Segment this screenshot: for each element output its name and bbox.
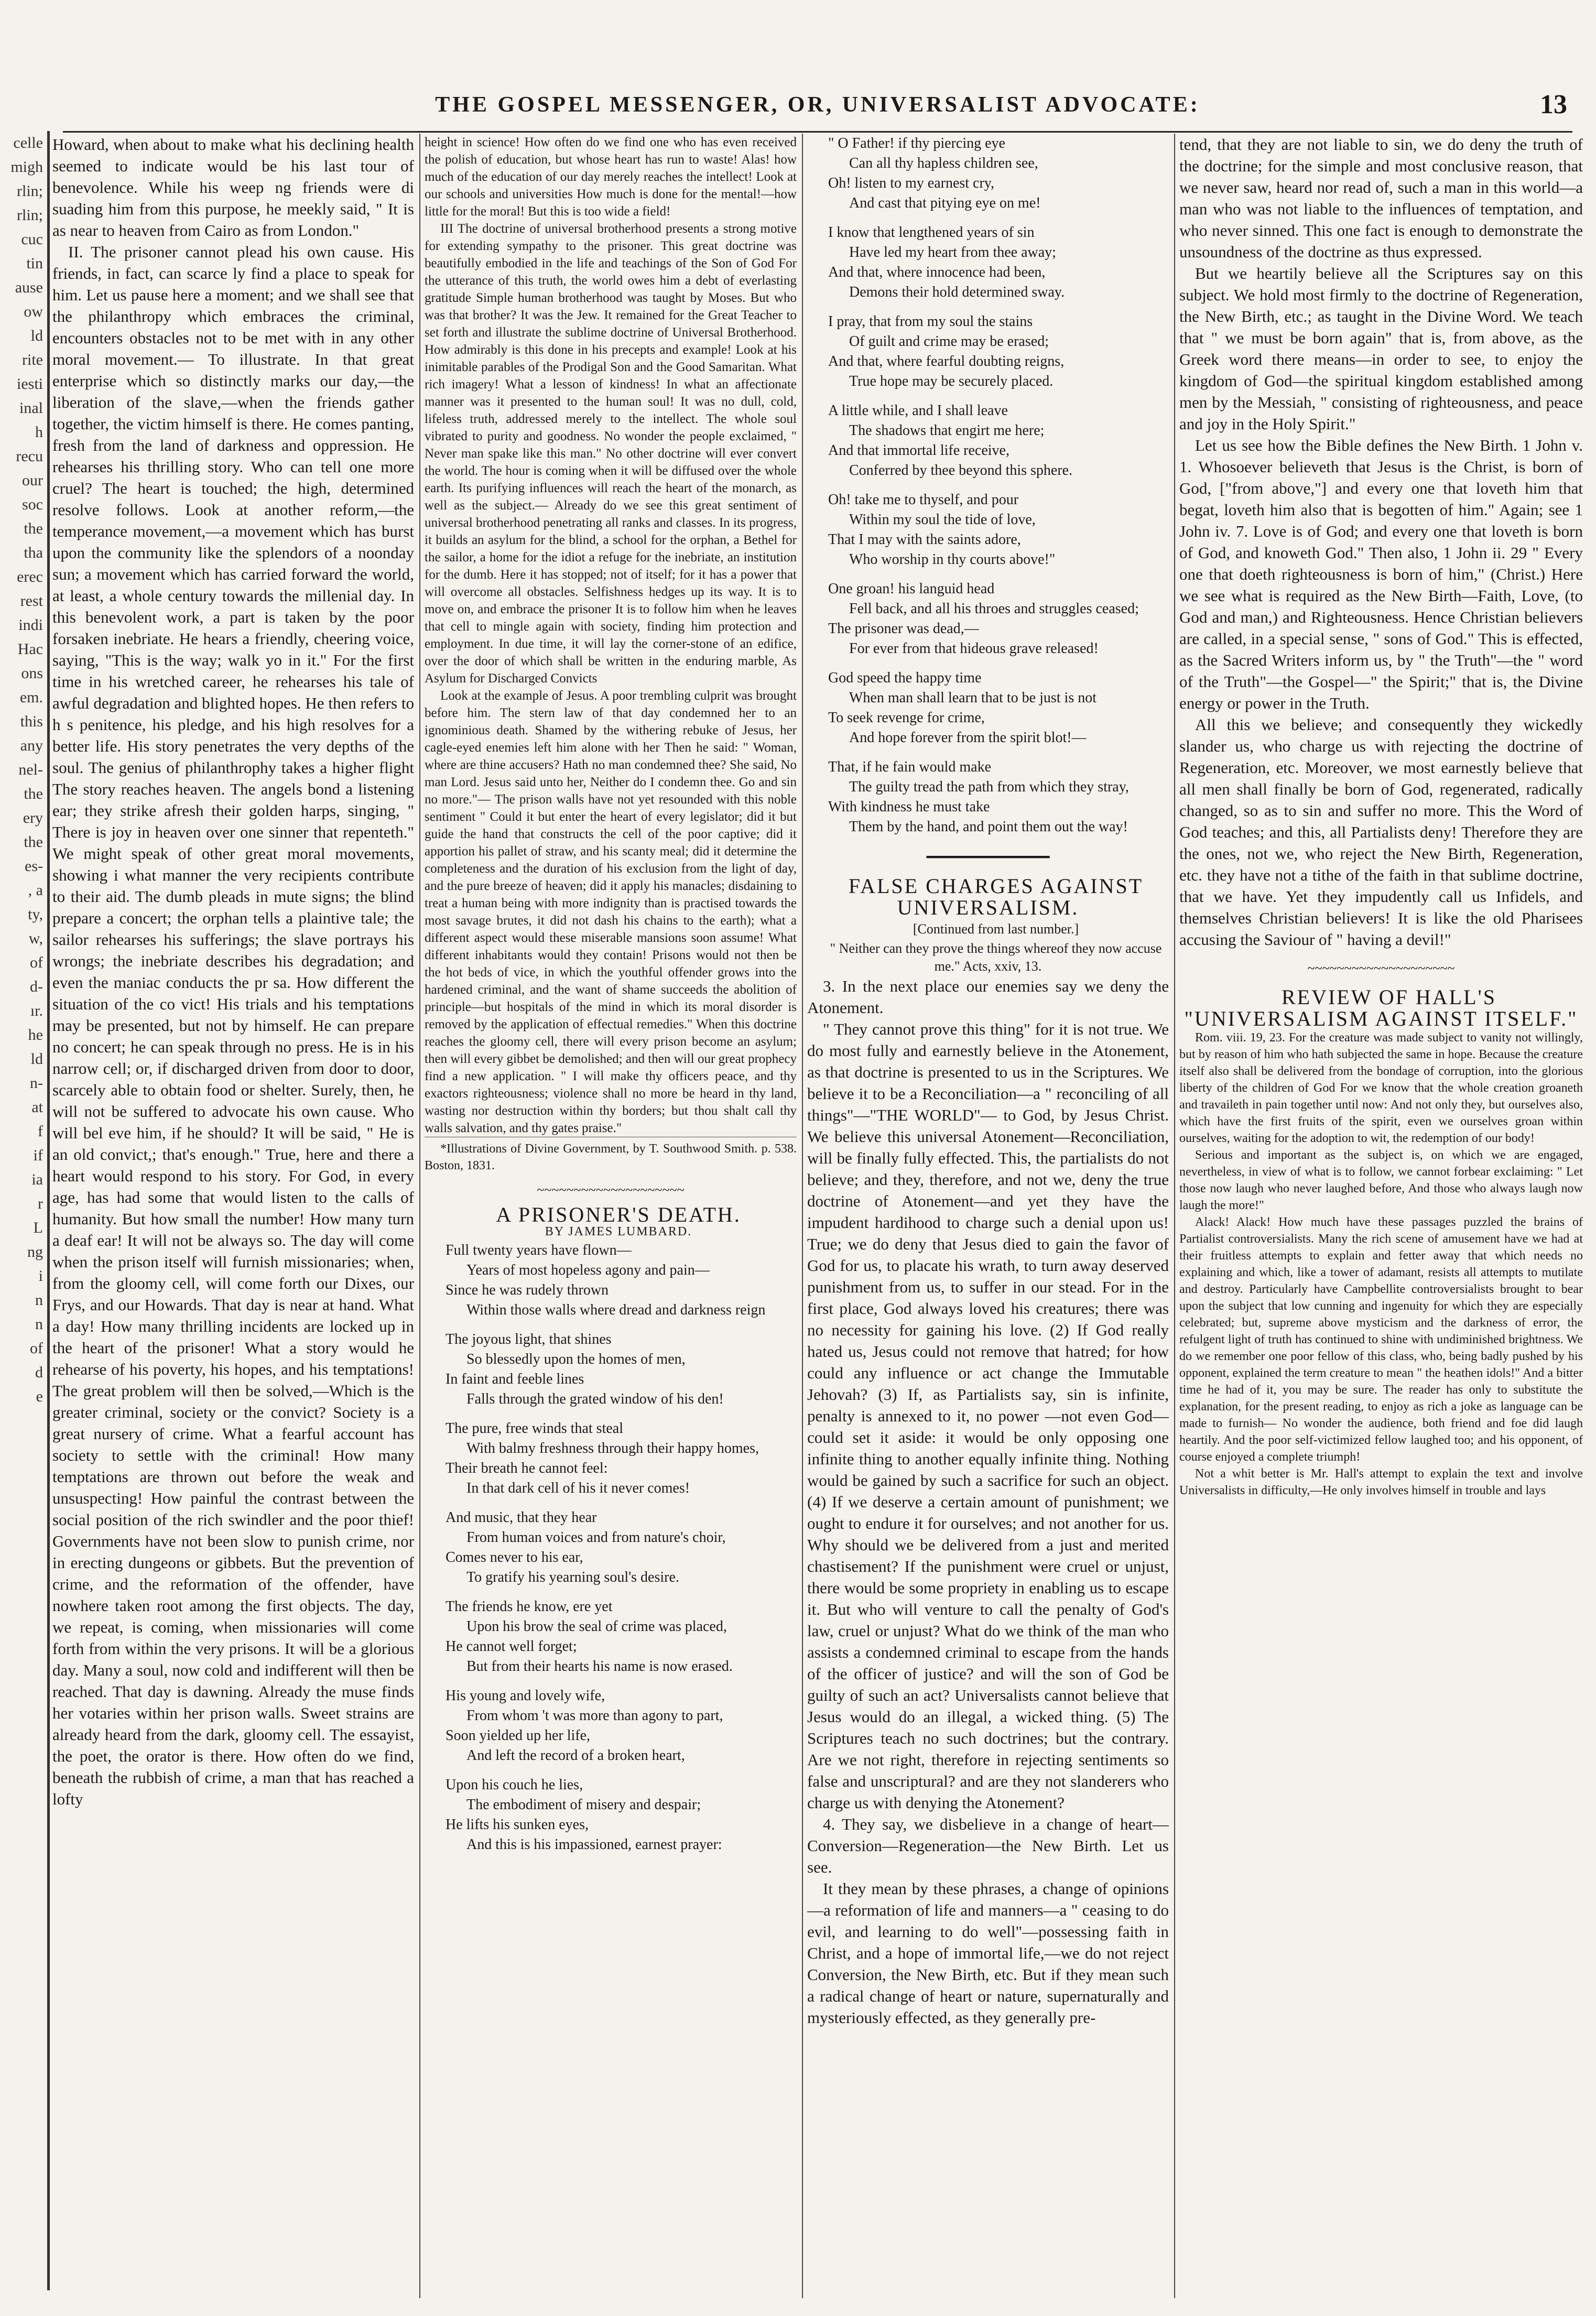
poem-line: And that, where innocence had been, bbox=[828, 264, 1046, 280]
section-divider: ~~~~~~~~~~~~~~~~~~~~ bbox=[537, 1182, 685, 1198]
epigraph: Rom. viii. 19, 23. For the creature was made subject to vanity not willingly, but by reason of him who hath subjected the same in hope. Because the creature itself also shall be delivered from the bondage of corruption, into the glorious liberty of the children of God For we know that the whole creation groaneth and travaileth in pain together until now: And not only they, but ourselves also, which have the first fruits of the spirit, even we ourselves groan within ourselves, waiting for the adoption to wit, the redemption of our body! bbox=[1179, 1031, 1583, 1145]
edge-fragment: d- bbox=[30, 978, 43, 995]
edge-fragment: our bbox=[22, 472, 43, 489]
poem-line: He lifts his sunken eyes, bbox=[446, 1817, 589, 1833]
edge-fragment: rest bbox=[20, 592, 43, 610]
poem-stanza bbox=[807, 579, 1169, 659]
edge-fragment: erec bbox=[17, 568, 43, 585]
edge-fragment: iesti bbox=[17, 375, 43, 393]
edge-fragment: Hac bbox=[17, 640, 43, 658]
body-paragraph: Let us see how the Bible defines the New Birth. 1 John v. 1. Whosoever believeth that Jesus is the Christ, is born of God, ["from above,"] and every one that loveth him that begat, loveth him also that is begotten of him." Again; see 1 John iv. 7. Love is of God; and every one that loveth is born of God, and knoweth God." Then also, 1 John ii. 29 " Every one that doeth righteousness is born of him," (Christ.) Here we see what is required as the New Birth—Faith, Love, (to God and man,) and Righteousness. Hence Christian believers are called, in a special sense, " sons of God." This is effected, as the Sacred Writers inform us, by " the Truth"—the " word of the Truth"—the Gospel—" the Spirit;" that is, the Divine energy or power in the Truth. bbox=[1179, 436, 1583, 712]
poem-stanza bbox=[807, 757, 1169, 837]
edge-fragment: f bbox=[38, 1123, 43, 1140]
section-divider: ━━━━━━━━━━━━━━━ bbox=[926, 850, 1050, 865]
edge-fragment: i bbox=[38, 1267, 43, 1285]
body-paragraph: 4. They say, we disbelieve in a change of heart—Conversion—Regeneration—the New Birth. Let us see. bbox=[807, 1815, 1169, 1876]
poem-line: And this is his impassioned, earnest prayer: bbox=[466, 1836, 722, 1853]
poem-line: That, if he fain would make bbox=[828, 759, 992, 775]
poem-line: But from their hearts his name is now erased. bbox=[466, 1658, 733, 1675]
edge-fragment: ld bbox=[30, 1050, 43, 1068]
edge-fragment: celle bbox=[13, 134, 43, 151]
edge-fragment: indi bbox=[18, 616, 43, 634]
poem-line: That I may with the saints adore, bbox=[828, 531, 1021, 548]
body-paragraph: Look at the example of Jesus. A poor trembling culprit was brought before him. The stern law of that day condemned her to an ignominious death. Shamed by the withering rebuke of Jesus, her cagle-eyed enemies left him alone with her Then he said: " Woman, where are thine accusers? Hath no man condemned thee? She said, No man Lord. Jesus said unto her, Neither do I condemn thee. Go and sin no more."— The prison walls have not yet resounded with this noble sentiment " Could it but enter the heart of every legislator; did it but guide the hand that constructs the cell of the poor captive; did it apportion his pallet of straw, and his scanty meal; did it determine the completeness and the duration of his exclusion from the light of day, and the pure breeze of heaven; did it apply his manacles; disdaining to treat a human being with more indignity than is practised towards the most savage brutes, it did not dash his chains to the earth); what a different aspect would these miserable mansions soon assume! What different inhabitants would they contain! Prisons would not then be the hot beds of vice, in which the youthful offender grows into the hardened criminal, and the want of shame succeeds the abolition of principle—but hospitals of the mind in which its moral disorder is removed by the application of effectual remedies." When this doctrine reaches the gloomy cell, there will every prison become an asylum; then will every gibbet be demolished; and then will our great prophecy find a new application. " I will make thy officers peace, and thy exactors righteousness; violence shall no more be heard in thy land, wasting nor destruction within thy borders; but thou shalt call thy walls salvation, and thy gates praise." bbox=[425, 689, 797, 1135]
poem-stanza bbox=[807, 401, 1169, 481]
edge-fragment: soc bbox=[22, 496, 43, 513]
poem-line: Within my soul the tide of love, bbox=[849, 512, 1036, 528]
poem-line: Who worship in thy courts above!" bbox=[849, 551, 1056, 568]
poem-line: Oh! take me to thyself, and pour bbox=[828, 492, 1019, 508]
poem-line: Comes never to his ear, bbox=[446, 1549, 583, 1565]
edge-fragment: rlin; bbox=[17, 206, 43, 224]
column-4 bbox=[1179, 134, 1583, 2298]
edge-fragment: of bbox=[30, 1340, 43, 1357]
poem-line: A little while, and I shall leave bbox=[828, 403, 1008, 419]
poem-line: And hope forever from the spirit blot!— bbox=[849, 730, 1087, 746]
edge-fragment: ia bbox=[31, 1171, 43, 1188]
poem-line: Upon his couch he lies, bbox=[446, 1777, 583, 1793]
footnote: *Illustrations of Divine Government, by T. Southwood Smith. p. 538. Boston, 1831. bbox=[425, 1137, 797, 1174]
poem-line: And that immortal life receive, bbox=[828, 442, 1009, 459]
poem-stanza bbox=[425, 1419, 797, 1498]
edge-fragment: ır. bbox=[30, 1002, 43, 1019]
column-2 bbox=[425, 134, 797, 2298]
masthead bbox=[63, 89, 1572, 133]
poem-line: Conferred by thee beyond this sphere. bbox=[849, 462, 1073, 479]
poem-line: Of guilt and crime may be erased; bbox=[849, 333, 1049, 350]
edge-fragment: ty, bbox=[28, 906, 43, 923]
poem-line: Their breath he cannot feel: bbox=[446, 1460, 608, 1476]
poem-line: The friends he know, ere yet bbox=[446, 1599, 613, 1615]
poem-stanza bbox=[425, 1508, 797, 1588]
body-paragraph: height in science! How often do we find one who has even received the polish of education, but whose heart has run to waste! Alas! how much of the education of our day merely reaches the intellect! Look at our schools and universities How much is done for the mental!—how little for the moral! But this is too wide a field! bbox=[425, 135, 797, 219]
poem-stanza bbox=[425, 1775, 797, 1855]
edge-fragment: ld bbox=[30, 327, 43, 344]
poem-stanza bbox=[807, 490, 1169, 570]
poem-stanza bbox=[425, 1330, 797, 1409]
edge-fragment: ons bbox=[21, 665, 43, 682]
poem-line: From human voices and from nature's choir, bbox=[466, 1529, 726, 1546]
poem-line: The prisoner was dead,— bbox=[828, 621, 979, 637]
edge-fragment: the bbox=[24, 785, 43, 802]
body-paragraph: Howard, when about to make what his declining health seemed to indicate would be his last tour of benevolence. While his weep ng friends were di suading him from this purpose, he meekly said, " It is as near to heaven from Cairo as from London." bbox=[52, 135, 414, 240]
edge-fragment: r bbox=[38, 1195, 43, 1212]
poem-line: To seek revenge for crime, bbox=[828, 710, 985, 726]
poem-line: And that, where fearful doubting reigns, bbox=[828, 353, 1065, 369]
poem-stanza bbox=[425, 1686, 797, 1766]
edge-fragment: n bbox=[35, 1291, 43, 1309]
edge-fragment: ause bbox=[15, 279, 43, 296]
edge-fragment: inal bbox=[19, 399, 43, 417]
article-motto: " Neither can they prove the things whereof they now accuse me." Acts, xxiv, 13. bbox=[830, 941, 1162, 974]
poem-line: The joyous light, that shines bbox=[446, 1331, 612, 1347]
poem-line: And cast that pitying eye on me! bbox=[849, 195, 1041, 211]
body-paragraph: III The doctrine of universal brotherhood presents a strong motive for extending sympathy to the prisoner. This great doctrine was beautifully embodied in the life and teachings of the Son of God For the utterance of this truth, the world owes him a debt of everlasting gratitude Simple human brotherhood was taught by Moses. But who was that brother? It was the Jew. It remained for the Great Teacher to set forth and illustrate the sublime doctrine of Universal Brotherhood. How admirably is this done in his precepts and example! Look at his inimitable parables of the Prodigal Son and the Good Samaritan. What rich imagery! What a lesson of kindness! In what an affectionate manner was it presented to the human soul! It was no dull, cold, lifeless truth, addressed merely to the intellect. The whole soul vibrated to purity and goodness. No wonder the people exclaimed, " Never man spake like this man." No other doctrine will ever convert the world. The hour is coming when it will be diffused over the whole earth. Its purifying influences will reach the heart of the monarch, as well as the subject.— Already do we see this great sentiment of universal brotherhood penetrating all ranks and classes. In its progress, it builds an asylum for the blind, a school for the orphan, a Bethel for the sailor, a home for the idiot a refuge for the inebriate, an institution for the dumb. Here it has stopped; not of itself; for it has a power that will overcome all obstacles. Selfishness hedges up its way. It is to move on, and embrace the prisoner It is to follow him when he leaves that cell to mingle again with society, finding him protection and employment. In due time, it will lay the corner-stone of an edifice, over the door of which shall be written in the enduring marble, As Asylum for Discharged Convicts bbox=[425, 222, 797, 686]
body-paragraph: 3. In the next place our enemies say we deny the Atonement. bbox=[807, 977, 1169, 1017]
edge-fragment: ng bbox=[27, 1243, 43, 1260]
edge-fragment: tin bbox=[26, 255, 43, 272]
edge-fragment: em. bbox=[19, 689, 43, 706]
column-3 bbox=[807, 134, 1169, 2298]
poem-line: In faint and feeble lines bbox=[446, 1371, 584, 1387]
poem-body bbox=[425, 1241, 797, 1855]
poem-line: The guilty tread the path from which they stray, bbox=[849, 779, 1129, 795]
body-paragraph: Serious and important as the subject is, on which we are engaged, nevertheless, in view of what is to follow, we cannot forbear exclaiming: " Let those now laugh who never laughed before, And those who always laugh now laugh the more!" bbox=[1179, 1148, 1583, 1212]
poem-line: The shadows that engirt me here; bbox=[849, 422, 1045, 439]
column-rule bbox=[802, 134, 803, 2298]
poem-line: God speed the happy time bbox=[828, 670, 982, 686]
poem-line: The pure, free winds that steal bbox=[446, 1420, 623, 1437]
edge-fragment: rlin; bbox=[17, 182, 43, 200]
poem-line: Within those walls where dread and darkness reign bbox=[466, 1302, 766, 1318]
edge-fragment: , a bbox=[28, 882, 43, 899]
edge-fragment: w, bbox=[28, 930, 43, 947]
column-1 bbox=[52, 134, 414, 2298]
poem-line: Can all thy hapless children see, bbox=[849, 155, 1038, 171]
poem-line: Oh! listen to my earnest cry, bbox=[828, 175, 994, 191]
body-paragraph: Not a whit better is Mr. Hall's attempt to explain the text and involve Universalists in difficulty,—He only involves himself in trouble and lays bbox=[1179, 1467, 1583, 1497]
body-paragraph: tend, that they are not liable to sin, we do deny the truth of the doctrine; for the simple and most conclusive reason, that we never saw, heard nor read of, such a man in this world—a man who was not liable to the influences of temptation, and who never sinned. This one fact is enough to demonstrate the unsoundness of the doctrine as thus expressed. bbox=[1179, 135, 1583, 261]
poem-stanza bbox=[807, 312, 1169, 392]
poem-stanza bbox=[807, 668, 1169, 748]
body-paragraph: But we heartily believe all the Scriptures say on this subject. We hold most firmly to the doctrine of Regeneration, the New Birth, etc.; as taught in the Divine Word. We teach that " we must be born again" that is, from above, as the Greek word there means—in order to see, to enjoy the kingdom of God—the spiritual kingdom established among men by the Messiah, " consisting of righteousness, and peace and joy in the Holy Spirit." bbox=[1179, 264, 1583, 433]
poem-stanza bbox=[807, 134, 1169, 213]
edge-fragment: this bbox=[20, 713, 43, 730]
poem-line: With kindness he must take bbox=[828, 799, 990, 815]
column-rule bbox=[1174, 134, 1175, 2298]
edge-fragment: he bbox=[28, 1026, 43, 1043]
poem-line: Soon yielded up her life, bbox=[446, 1727, 591, 1744]
poem-line: With balmy freshness through their happy homes, bbox=[466, 1440, 759, 1456]
poem-line: So blessedly upon the homes of men, bbox=[466, 1351, 686, 1367]
edge-fragment: h bbox=[35, 423, 43, 441]
poem-line: The embodiment of misery and despair; bbox=[466, 1797, 701, 1813]
edge-fragment: if bbox=[33, 1147, 43, 1164]
poem-title: A PRISONER'S DEATH. bbox=[496, 1203, 741, 1226]
poem-line: And left the record of a broken heart, bbox=[466, 1747, 685, 1764]
poem-line: His young and lovely wife, bbox=[446, 1688, 605, 1704]
poem-line: " O Father! if thy piercing eye bbox=[828, 135, 1005, 151]
poem-line: Years of most hopeless agony and pain— bbox=[466, 1262, 710, 1278]
edge-fragment: d bbox=[35, 1364, 43, 1381]
masthead-title: THE GOSPEL MESSENGER, OR, UNIVERSALIST ADVOCATE: bbox=[435, 93, 1200, 117]
edge-fragment: any bbox=[20, 737, 43, 754]
body-paragraph: It they mean by these phrases, a change of opinions—a reformation of life and manners—a " ceasing to do evil, and learning to do well"—possessing faith in Christ, and a hope of immortal life,—we do not reject Conversion, the New Birth, etc. But if they mean such a radical change of heart or nature, supernaturally and mysteriously effected, as they generally pre- bbox=[807, 1879, 1169, 2027]
column-rule bbox=[419, 134, 420, 2298]
poem-line: Full twenty years have flown— bbox=[446, 1242, 632, 1258]
poem-line: Have led my heart from thee away; bbox=[849, 244, 1056, 260]
body-paragraph: All this we believe; and consequently they wickedly slander us, who charge us with rejecting the doctrine of Regeneration, etc. Moreover, we most earnestly believe that all men shall finally be born of God, regenerated, radically changed, so as to sin and suffer no more. This the Word of God teaches; and this, all Partialists deny! Therefore they are the ones, not we, who reject the New Birth, Regeneration, etc. they have not a tithe of the faith in that sublime doctrine, that we have. Yet they impudently call us Infidels, and themselves Christian believers! It is like the old Pharisees accusing the Saviour of " having a devil!" bbox=[1179, 715, 1583, 949]
article-title: REVIEW OF HALL'S "UNIVERSALISM AGAINST ITSELF." bbox=[1184, 985, 1578, 1030]
poem-byline: BY JAMES LUMBARD. bbox=[545, 1225, 692, 1238]
edge-fragment: e bbox=[36, 1388, 43, 1405]
edge-fragment: tha bbox=[24, 544, 43, 561]
poem-body-continued bbox=[807, 134, 1169, 837]
edge-fragment: ery bbox=[23, 809, 43, 827]
poem-line: For ever from that hideous grave released! bbox=[849, 640, 1099, 657]
poem-line: True hope may be securely placed. bbox=[849, 373, 1054, 389]
poem-line: Upon his brow the seal of crime was placed, bbox=[466, 1618, 727, 1635]
poem-line: And music, that they hear bbox=[446, 1509, 597, 1526]
edge-fragment: ow bbox=[24, 303, 43, 320]
section-divider: ~~~~~~~~~~~~~~~~~~~~ bbox=[1307, 961, 1455, 976]
poem-stanza bbox=[425, 1597, 797, 1677]
poem-line: When man shall learn that to be just is not bbox=[849, 690, 1097, 706]
edge-fragment: n- bbox=[30, 1074, 43, 1092]
article-title: FALSE CHARGES AGAINST UNIVERSALISM. bbox=[848, 874, 1144, 919]
poem-line: I know that lengthened years of sin bbox=[828, 224, 1035, 241]
body-paragraph: II. The prisoner cannot plead his own cause. His friends, in fact, can scarce ly find a place to speak for him. Let us pause here a moment; and we shall see that the philanthropy which embraces the criminal, encounters obstacles not to be met with in any other moral movement.— To illustrate. In that great enterprise which so distinctly marks our day,—the liberation of the slave,—when the friends gather together, the victim himself is there. He comes panting, fresh from the land of darkness and oppression. He rehearses his thrilling story. Who can tell one more cruel? The heart is touched; the high, determined resolve follows. Look at another reform,—the temperance movement,—a movement which has burst upon the community like the splendors of a noonday sun; a movement which has carried forward the world, at least, a whole century towards the millenial day. In this benevolent work, a part is taken by the poor forsaken inebriate. He hears a friendly, cheering voice, saying, "This is the way; walk yo in it." For the first time in his wretched career, he rehearses his tale of awful degradation and blighted hopes. He then refers to h s penitence, his pledge, and his high resolves for a better life. His story penetrates the very depths of the soul. The genius of philanthrophy takes a higher flight The story reaches heaven. The angels bond a listening ear; they strike afresh their golden harps, singing, " There is joy in heaven over one sinner that repenteth." We might speak of other great moral movements, showing i what manner the very recipients contribute to their aid. The dumb pleads in mute signs; the blind prepare a concert; the orphan tells a plaintive tale; the sailor rehearses his sufferings; the slave portrays his wrongs; the inebriate describes his degradation; and even the maniac conducts the pr sa. How different the situation of the co vict! His trials and his temptations may be presented, but not by himself. He can prepare no concert; he can speak through no press. He is in his narrow cell; or, if discharged driven from door to door, scarcely able to obtain food or shelter. Surely, then, he will not be suffered to advocate his own cause. Who will bel eve him, if he should? It will be said, " He is an old convict,; that's enough." True, here and there a heart would respond to his story. For God, in every age, has had some that would listen to the calls of humanity. But how small the number! How many turn a deaf ear! It will not be always so. The day will come when the prison itself will furnish missionaries; when, from the gloomy cell, will come forth our Dixes, our Frys, and our Howards. That day is near at hand. What a day! How many thrilling incidents are locked up in the heart of the prisoner! What a story would he rehearse of his poverty, his hopes, and his temptations! The great problem will then be solved,—Which is the greater criminal, society or the convict? Society is a great nursery of crime. What a fearful account has society to settle with the criminal! How many temptations are thrown out before the weak and unsuspecting! How painful the contrast between the social position of the rich swindler and the poor thief! Governments have not been slow to punish crime, nor in erecting dungeons or gibbets. But the prevention of crime, and the reformation of the offender, have nowhere taken root among the first objects. The day, we repeat, is coming, when missionaries will come forth from within the very prisons. It will be a glorious day. Many a soul, now cold and indifferent will then be reached. That day is dawning. Already the muse finds her votaries within her prison walls. Sweet strains are already heard from the dark, gloomy cell. The essayist, the poet, the orator is there. How often do we find, beneath the rubbish of crime, a man that has reached a lofty bbox=[52, 243, 414, 1808]
body-paragraph: " They cannot prove this thing" for it is not true. We do most fully and earnestly believe in the Atonement, as that doctrine is presented to us in the Scriptures. We believe it to be a Reconciliation—a " reconciling of all things"—"THE WORLD"— to God, by Jesus Christ. We believe this universal Atonement—Reconciliation, will be finally fully effected. This, the partialists do not believe; and they, therefore, and not we, deny the true doctrine of Atonement—and yet they have the impudent hardihood to charge such a denial upon us! True; we do deny that Jesus died to gain the favor of God for us, to placate his wrath, to turn away deserved punishment from us, to suffer in our stead. For in the first place, God always loved his creatures; there was no necessity for gaining his love. (2) If God really hated us, Jesus could not remove that hatred; for how could any influence or act change the Immutable Jehovah? (3) If, as Partialists say, sin is infinite, penalty is annexed to it, no power —not even God—could set it aside: it would be only opposing one infinite thing to another equally infinite thing. Nothing would be gained by such a sacrifice for such an object. (4) If we deserve a certain amount of punishment; we ought to endure it for ourselves; and not another for us. Why should we be delivered from a just and merited chastisement? If the punishment were cruel or unjust, there would be some propriety in enabling us to escape it. But who will venture to call the penalty of God's law, cruel or unjust? What do we think of the man who assists a condemned criminal to escape from the hands of the officer of justice? and will the son of God be guilty of such an act? Universalists cannot believe that Jesus would do an illegal, a wicked thing. (5) The Scriptures teach no such doctrines; but the contrary. Are we not right, therefore in rejecting sentiments so false and unscriptural? and are they not slanderers who charge us with denying the Atonement? bbox=[807, 1020, 1169, 1812]
page-number: 13 bbox=[1540, 90, 1567, 119]
edge-fragment: cuc bbox=[21, 231, 43, 248]
poem-line: He cannot well forget; bbox=[446, 1638, 577, 1655]
edge-fragment: recu bbox=[16, 448, 43, 465]
body-paragraph: Alack! Alack! How much have these passages puzzled the brains of Partialist controversialists. Many the rich scene of amusement have we had at their fruitless attempts to explain and fetter away that which needs no explaining and which, like a tower of adamant, resists all attempts to mutilate and destroy. Particularly have Campbellite controversialists brought to bear upon the subject that low cunning and ingenuity for which they are especially celebrated; but, supreme above mysticism and the darkness of error, the refulgent light of truth has continued to shine with undiminished brightness. We do we remember one poor fellow of this class, who, being badly pushed by his opponent, explained the term creature to mean " the heathen idols!" And a bitter time he had of it, you may be sure. The reader has only to substitute the explanation, for the present reading, to enjoy as rich a joke as language can be made to furnish— No wonder the audience, both friend and foe did laugh heartily. And the poor self-victimized fellow laughed too; and his opponent, of course enjoyed a complete triumph! bbox=[1179, 1215, 1583, 1464]
edge-fragment: L bbox=[33, 1219, 43, 1236]
left-edge-fragments bbox=[0, 131, 50, 2290]
edge-fragment: rite bbox=[22, 351, 43, 368]
poem-line: Fell back, and all his throes and struggles ceased; bbox=[849, 601, 1139, 617]
edge-fragment: the bbox=[24, 833, 43, 851]
edge-fragment: n bbox=[35, 1315, 43, 1333]
edge-fragment: nel- bbox=[18, 761, 43, 778]
continued-note: [Continued from last number.] bbox=[913, 921, 1079, 937]
edge-fragment: migh bbox=[10, 158, 43, 176]
poem-line: Them by the hand, and point them out the way! bbox=[849, 819, 1128, 835]
edge-fragment: of bbox=[30, 954, 43, 971]
poem-stanza bbox=[425, 1241, 797, 1320]
poem-line: From whom 't was more than agony to part, bbox=[466, 1708, 723, 1724]
poem-line: Since he was rudely thrown bbox=[446, 1282, 609, 1298]
poem-line: I pray, that from my soul the stains bbox=[828, 313, 1033, 330]
poem-line: Demons their hold determined sway. bbox=[849, 284, 1065, 300]
edge-fragment: the bbox=[24, 520, 43, 537]
poem-stanza bbox=[807, 223, 1169, 302]
edge-fragment: at bbox=[31, 1099, 43, 1116]
edge-fragment: es- bbox=[25, 857, 43, 875]
poem-line: One groan! his languid head bbox=[828, 581, 995, 597]
poem-line: In that dark cell of his it never comes! bbox=[466, 1480, 690, 1496]
poem-line: To gratify his yearning soul's desire. bbox=[466, 1569, 679, 1585]
poem-line: Falls through the grated window of his den! bbox=[466, 1391, 724, 1407]
